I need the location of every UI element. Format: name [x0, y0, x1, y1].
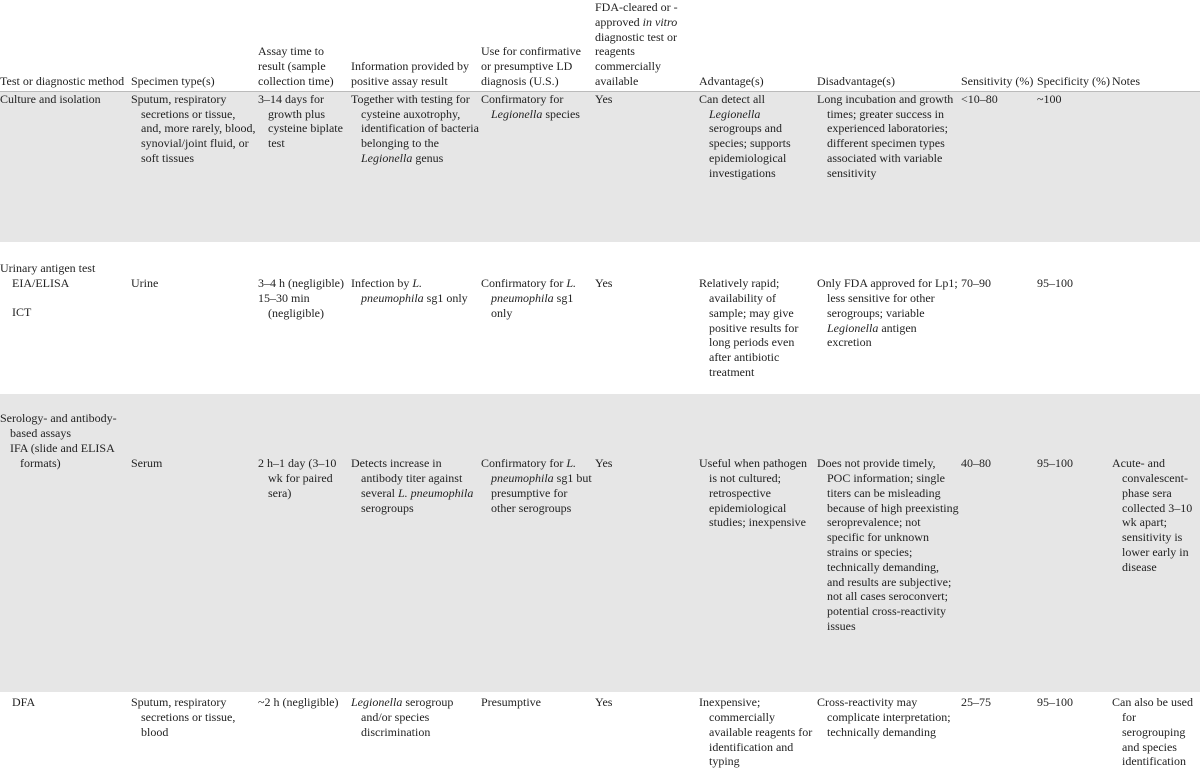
- serology-sub-ifa: IFA (slide and ELISA formats): [10, 440, 115, 470]
- dfa-info-i: Legionella: [351, 695, 403, 710]
- culture-adv-a: Can detect all: [699, 91, 765, 106]
- dfa-method: DFA: [12, 695, 36, 710]
- dfa-specimen-text: Sputum, respiratory secretions or tissue, blood: [131, 695, 236, 739]
- serology-method: [0, 394, 131, 692]
- urinary-assay-time: [258, 242, 351, 394]
- header-method: Test or diagnostic method: [0, 0, 131, 91]
- serology-info-a: Detects increase in antibody titer against several: [351, 456, 463, 500]
- header-use: Use for confirmative or presumptive LD diagnosis (U.S.): [481, 0, 595, 91]
- culture-specimen-text: Sputum, respiratory secretions or tissue, and, more rarely, blood, synovial/joint fluid, or soft tissues: [131, 91, 256, 165]
- culture-use: [481, 91, 595, 242]
- dfa-disadvantages: [817, 692, 961, 769]
- serology-use-a: Confirmatory for: [481, 456, 567, 471]
- serology-info-b: serogroups: [361, 500, 414, 515]
- urinary-group-label: Urinary antigen test: [0, 261, 96, 276]
- header-disadvantages: Disadvantage(s): [817, 0, 961, 91]
- header-notes: Notes: [1112, 0, 1200, 91]
- urinary-time-ict: 15–30 min (negligible): [258, 291, 324, 320]
- urinary-sensitivity: 70–90: [961, 276, 991, 291]
- dfa-fda: Yes: [595, 695, 613, 710]
- serology-fda: Yes: [595, 394, 699, 692]
- serology-adv-text: Useful when pathogen is not cultured; retrospective epidemiological studies; inexpensive: [699, 456, 807, 530]
- urinary-info: [351, 242, 481, 394]
- culture-specimen: [131, 91, 258, 242]
- urinary-specimen: Urine: [131, 276, 159, 291]
- table-row-serology-ifa: [0, 394, 1200, 692]
- culture-assay-time-text: 3–14 days for growth plus cysteine biplate test: [258, 91, 343, 151]
- culture-dis-text: Long incubation and growth times; greater success in experienced laboratories; different specimen types associated with variable sensitivity: [817, 91, 954, 180]
- culture-specificity: ~100: [1037, 91, 1112, 242]
- serology-use-b: sg1 but presumptive for other serogroups: [491, 471, 592, 515]
- culture-use-a: Confirmatory for: [481, 91, 564, 106]
- urinary-adv-text: Relatively rapid; availability of sample; may give positive results for long periods even after antibiotic treatment: [699, 276, 799, 380]
- culture-adv-b: serogroups and species; supports epidemiological investigations: [709, 121, 791, 180]
- dfa-dis-text: Cross-reactivity may complicate interpretation; technically demanding: [817, 695, 951, 739]
- serology-advantages: [699, 394, 817, 692]
- urinary-info-b: sg1 only: [423, 291, 468, 306]
- culture-info-b: genus: [412, 150, 444, 165]
- dfa-adv-text: Inexpensive; commercially available reagents for identification and typing: [699, 695, 813, 769]
- culture-method: Culture and isolation: [0, 91, 131, 242]
- urinary-sub-ict: ICT: [12, 304, 32, 319]
- header-specificity: Specificity (%): [1037, 0, 1112, 91]
- serology-time-text: 2 h–1 day (3–10 wk for paired sera): [258, 456, 337, 500]
- header-fda-a: FDA-cleared or -approved: [595, 0, 678, 29]
- culture-info: [351, 91, 481, 242]
- culture-adv-i: Legionella: [709, 106, 761, 121]
- serology-dis-text: Does not provide timely, POC information; single titers can be misleading because of high preexisting seroprevalence; not specific for unknown strains or species; technically demanding, and results are subjective; not all cases seroconvert; potential cross-reactivity issues: [817, 456, 959, 634]
- header-fda-b: diagnostic test or reagents commercially available: [595, 29, 677, 88]
- culture-info-i: Legionella: [361, 150, 413, 165]
- urinary-sub-eia: EIA/ELISA: [12, 276, 70, 291]
- dfa-time-text: ~2 h (negligible): [258, 695, 339, 710]
- culture-disadvantages: [817, 91, 961, 242]
- serology-notes: [1112, 394, 1200, 692]
- culture-advantages: [699, 91, 817, 242]
- urinary-use-b: sg1 only: [491, 291, 574, 320]
- culture-info-a: Together with testing for cysteine auxotrophy, identification of bacteria belonging to the: [351, 91, 479, 151]
- serology-disadvantages: [817, 394, 961, 692]
- culture-assay-time: [258, 91, 351, 242]
- culture-sensitivity: <10–80: [961, 91, 1037, 242]
- serology-specimen: Serum: [131, 394, 258, 692]
- urinary-use: [481, 242, 595, 394]
- header-fda-i: in vitro: [642, 14, 678, 29]
- serology-specificity: 95–100: [1037, 394, 1112, 692]
- table-row-urinary: [0, 242, 1200, 394]
- serology-group-label: Serology- and antibody-based assays: [0, 411, 117, 441]
- culture-fda: Yes: [595, 91, 699, 242]
- urinary-use-a: Confirmatory for: [481, 276, 567, 291]
- dfa-sensitivity: 25–75: [961, 695, 991, 710]
- dfa-info-b: serogroup and/or species discrimination: [361, 695, 454, 739]
- dfa-info: [351, 692, 481, 769]
- dfa-notes: [1112, 692, 1200, 769]
- urinary-use-i: L. pneumophila: [491, 276, 576, 306]
- urinary-info-i: L. pneumophila: [361, 276, 424, 306]
- table-row-dfa: [0, 692, 1200, 769]
- dfa-specimen: [131, 692, 258, 769]
- urinary-specificity: 95–100: [1037, 276, 1073, 291]
- header-fda: [595, 0, 699, 91]
- serology-notes-text: Acute- and convalescent-phase sera collected 3–10 wk apart; sensitivity is lower early in disease: [1112, 456, 1193, 574]
- header-row: [0, 0, 1200, 91]
- header-advantages: Advantage(s): [699, 0, 817, 91]
- table-row-culture: [0, 91, 1200, 242]
- header-sensitivity: Sensitivity (%): [961, 0, 1037, 91]
- dfa-use: Presumptive: [481, 695, 541, 710]
- serology-use-i: L. pneumophila: [491, 456, 576, 486]
- dfa-specificity: 95–100: [1037, 695, 1073, 710]
- serology-info: [351, 394, 481, 692]
- serology-sensitivity: 40–80: [961, 394, 1037, 692]
- urinary-method: [0, 242, 131, 394]
- dfa-assay-time: [258, 692, 351, 769]
- serology-use: [481, 394, 595, 692]
- urinary-info-a: Infection by: [351, 276, 413, 291]
- urinary-disadvantages: [817, 242, 961, 394]
- urinary-fda: Yes: [595, 276, 613, 291]
- culture-use-b: species: [542, 106, 580, 121]
- dfa-advantages: [699, 692, 817, 769]
- header-assay-time: Assay time to result (sample collection time): [258, 0, 351, 91]
- dfa-notes-text: Can also be used for serogrouping and species identification: [1112, 695, 1193, 769]
- header-info: Information provided by positive assay result: [351, 0, 481, 91]
- urinary-dis-a: Only FDA approved for Lp1; less sensitive for other serogroups; variable: [817, 276, 958, 320]
- serology-assay-time: [258, 394, 351, 692]
- urinary-advantages: [699, 242, 817, 394]
- serology-info-i: L. pneumophila: [397, 485, 474, 500]
- urinary-dis-i: Legionella: [827, 320, 879, 335]
- urinary-time-eia: 3–4 h (negligible): [258, 276, 344, 291]
- urinary-notes: [1112, 242, 1200, 394]
- header-specimen: Specimen type(s): [131, 0, 258, 91]
- culture-notes: [1112, 91, 1200, 242]
- urinary-dis-b: antigen excretion: [827, 320, 917, 350]
- culture-use-i: Legionella: [491, 106, 543, 121]
